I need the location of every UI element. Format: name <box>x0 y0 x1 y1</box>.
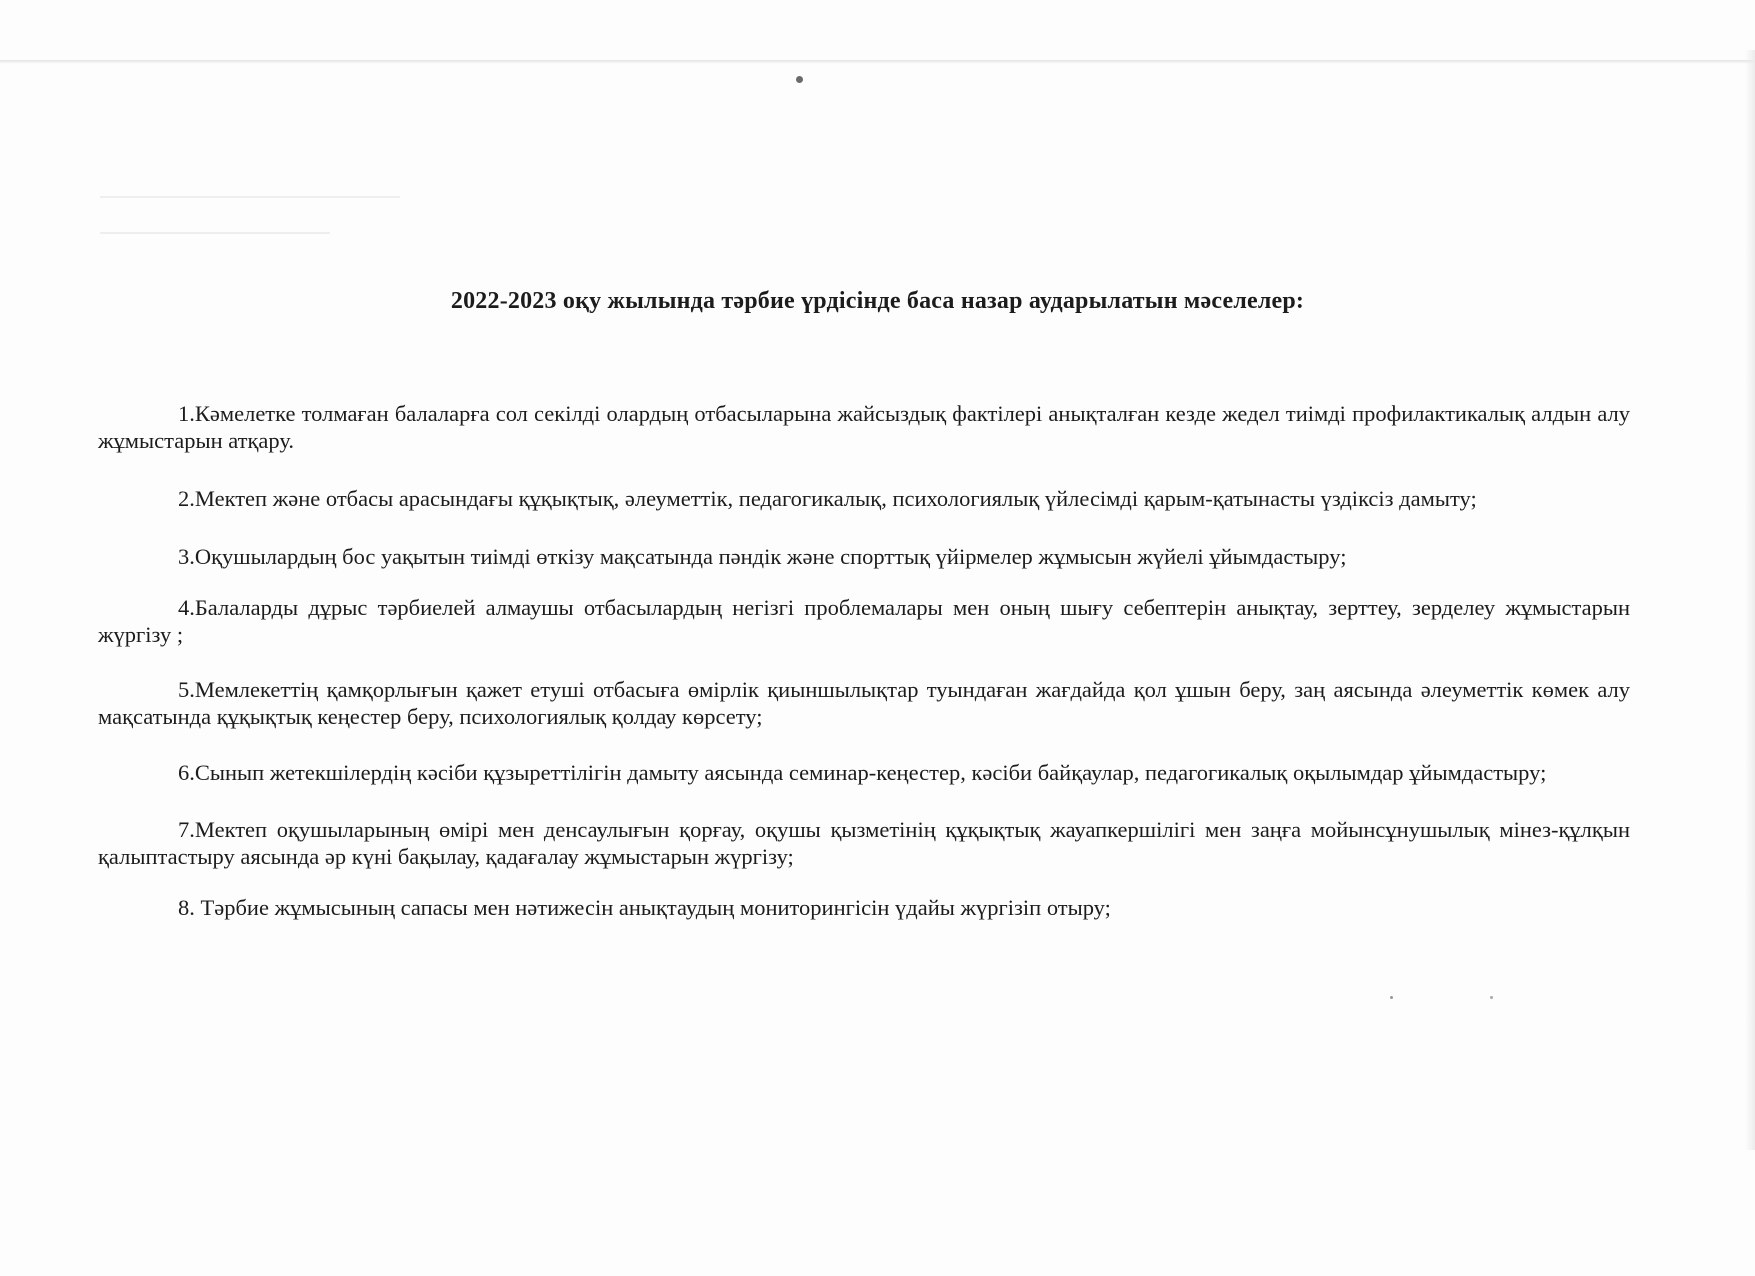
scan-speck <box>796 76 803 83</box>
bleed-through-line <box>100 232 330 234</box>
list-item: 4.Балаларды дұрыс тәрбиелей алмаушы отбасылардың негізгі проблемалары мен оның шығу себептерін анықтау, зерттеу, зерделеу жұмыстарын жүргізу ; <box>98 595 1630 647</box>
list-item: 5.Мемлекеттің қамқорлығын қажет етуші отбасыға өмірлік қиыншылықтар туындаған жағдайда қол ұшын беру, заң аясында әлеуметтік көмек алу мақсатында құқықтық кеңестер беру, психологиялық қолдау көрсету; <box>98 677 1630 729</box>
document-title: 2022-2023 оқу жылында тәрбие үрдісінде баса назар аударылатын мәселелер: <box>450 288 1305 314</box>
issues-list <box>98 400 1630 921</box>
list-item: 7.Мектеп оқушыларының өмірі мен денсаулығын қорғау, оқушы қызметінің құқықтық жауапкершілігі мен заңға мойынсұнушылық мінез-құлқын қалыптастыру аясында әр күні бақылау, қадағалау жұмыстарын жүргізу; <box>98 817 1630 869</box>
scan-speck <box>1390 996 1393 999</box>
list-item: 6.Сынып жетекшілердің кәсіби құзыреттілігін дамыту аясында семинар-кеңестер, кәсіби байқаулар, педагогикалық оқылымдар ұйымдастыру; <box>178 760 1547 785</box>
list-item: 3.Оқушылардың бос уақытын тиімді өткізу мақсатында пәндік және спорттық үйірмелер жұмысын жүйелі ұйымдастыру; <box>178 544 1347 569</box>
scan-speck <box>1490 996 1493 999</box>
bleed-through-line <box>100 196 400 198</box>
list-item: 8. Тәрбие жұмысының сапасы мен нәтижесін анықтаудың мониторингісін үдайы жүргізіп отыру; <box>178 895 1111 920</box>
scan-edge-top <box>0 60 1755 64</box>
list-item: 1.Кәмелетке толмаған балаларға сол секілді олардың отбасыларына жайсыздық фактілері анықталған кезде жедел тиімді профилактикалық алдын алу жұмыстарын атқару. <box>98 401 1630 453</box>
list-item: 2.Мектеп және отбасы арасындағы құқықтық, әлеуметтік, педагогикалық, психологиялық үйлесімді қарым-қатынасты үздіксіз дамыту; <box>178 486 1477 511</box>
scan-edge-right <box>1745 50 1755 1150</box>
